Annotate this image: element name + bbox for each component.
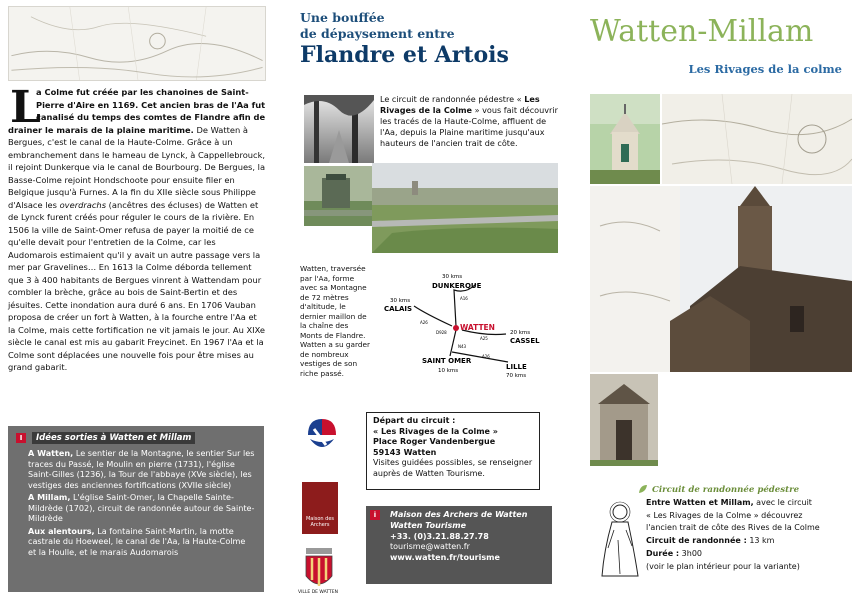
place-dunkerque: DUNKERQUE <box>432 282 482 290</box>
depart-box <box>366 412 540 490</box>
brand-subtitle: Les Rivages de la colme <box>688 62 842 76</box>
road-label-2: A26 <box>420 320 428 325</box>
photo-chapel <box>590 94 660 184</box>
subtitle <box>300 10 455 42</box>
place-cassel: CASSEL <box>510 337 540 345</box>
depart-title: Départ du circuit : <box>373 416 456 425</box>
subtitle-line-2: de dépaysement entre <box>300 26 455 41</box>
contact-website[interactable]: www.watten.fr/tourisme <box>390 553 500 563</box>
dist-lille: 70 kms <box>506 373 527 379</box>
watten-marker <box>453 325 459 331</box>
info-tag-icon: I <box>16 433 26 443</box>
dist-saint-omer: 10 kms <box>438 368 459 374</box>
circuit-note: (voir le plan intérieur pour la variante) <box>646 561 800 571</box>
contact-title-2: Watten Tourisme <box>390 520 467 530</box>
duration-label: Durée : <box>646 548 680 558</box>
old-map-image <box>9 7 265 80</box>
duration-value: 3h00 <box>679 548 703 558</box>
archers-logo: Maison des Archers <box>302 482 338 534</box>
road-label-1: A16 <box>460 296 468 301</box>
dist-calais: 30 kms <box>390 298 411 304</box>
circuit-between: Entre Watten et Millam, <box>646 497 754 507</box>
history-body-2: (ancêtres des écluses) de Watten et de Lynck furent créés pour réguler le cours de la rivière. En 1506 la ville de Saint-Omer refusa de payer la moitié de ce qu'elle devait pour l'entretien de la Colme, car les Audomarois estimaient qu'il y avait un autre passage vers la mer par Gravelines… En 1613 la Colme déborda tellement que 3 à 400 habitants de Bergues vinrent à Wattendam pour combler la brèche, grâce au bois de Saint-Bertin et des jésuites. Cette inondation aura duré 6 ans. En 1706 Vauban proposa de créer un fort à Watten, à la fourche entre l'Aa et la Colme, mais cette fortification ne vit jamais le jour. Au XIXe siècle le canal est mis au gabarit Freycinet. En 1967 l'Aa et la Colme sont déplacées une nouvelle fois pour être mises au grand gabarit. <box>8 199 266 372</box>
watten-description: Watten, traversée par l'Aa, forme avec sa Montagne de 72 mètres d'altitude, le dernier maillon de la chaîne des Monts de Flandre. Watten a su garder de nombreux vestiges de son riche passé. <box>300 264 371 378</box>
ville-watten-crest <box>302 546 336 594</box>
ideas-millam: A Millam, L'église Saint-Omer, la Chapelle Sainte-Mildrède (1702), circuit de randonnée autour de Sainte-Mildrède <box>28 492 255 523</box>
depart-note: Visites guidées possibles, se renseigner auprès de Watten Tourisme. <box>373 458 533 478</box>
place-lille: LILLE <box>506 363 527 371</box>
contact-box <box>366 506 552 584</box>
length-label: Circuit de randonnée : <box>646 536 747 546</box>
road-label-5: N43 <box>458 344 467 349</box>
ideas-title: Idées sorties à Watten et Millam <box>32 432 195 444</box>
ideas-box <box>8 426 264 592</box>
contact-email[interactable]: tourisme@watten.fr <box>390 542 470 552</box>
subtitle-line-1: Une bouffée <box>300 10 385 25</box>
history-panel <box>0 0 280 599</box>
road-label-3: D928 <box>436 330 447 335</box>
circuit-intro: Le circuit de randonnée pédestre « Les Rivages de la Colme » vous fait découvrir les tracés de la Haute-Colme, affluent de l'Aa, depuis la Plaine maritime jusqu'aux hauteurs de l'ancien trait de côte. <box>380 94 558 148</box>
photo-tree-lane <box>304 95 374 163</box>
circuit-between-rest: avec le circuit <box>753 497 812 507</box>
circuit-desc: l'ancien trait de côte des Rives de la Colme <box>646 523 820 533</box>
photo-old-map <box>662 94 852 184</box>
history-body: De Watten à Bergues, c'est le canal de la Haute-Colme. Grâce à un embranchement dans le hameau de Lynck, à Cappellebrouck, il rejoint Dunkerque via le canal de Bourbourg. De Bergues, la Basse-Colme rejoint Hondschoote pour ensuite filer en Belgique jusqu'à Furnes. A la fin du XIIe siècle sous Philippe d'Alsace les <box>8 124 266 210</box>
road-label-4: A25 <box>480 336 488 341</box>
length-value: 13 km <box>746 536 775 546</box>
history-lead: a Colme fut créée par les chanoines de Saint-Pierre d'Aire en 1169. Cet ancien bras de l'Aa fut canalisé du temps des comtes de Flandre afin de drainer le marais de la plaine maritime. <box>8 87 266 135</box>
circuit-name: « Les Rivages de la Colme » découvrez <box>646 510 803 520</box>
road-label-6: A26 <box>482 354 490 359</box>
saint-illustration <box>594 500 644 580</box>
ville-caption: VILLE DE WATTEN <box>298 590 338 595</box>
old-map-illustration <box>8 6 266 81</box>
contact-phone[interactable]: +33. (0)3.21.88.27.78 <box>390 531 489 541</box>
photo-canal-bridge <box>372 163 558 253</box>
depart-circuit-name: « Les Rivages de la Colme » <box>373 426 498 436</box>
contact-title-1: Maison des Archers de Watten <box>390 510 528 519</box>
brand-title: Watten-Millam <box>590 14 814 49</box>
location-map <box>376 264 558 388</box>
overdrachs-term: overdrachs <box>59 199 107 210</box>
middle-panel <box>284 0 574 599</box>
ideas-watten: A Watten, Le sentier de la Montagne, le sentier Sur les traces du Passé, le Moulin en pierre (1731), l'église Saint-Gilles (1236), la Tour de l'abbaye (XVe siècle), les vestiges des anciennes fortifications (XVIIe siècle) <box>28 448 255 490</box>
main-title: Flandre et Artois <box>300 42 509 68</box>
contact-tag-icon: i <box>370 510 380 520</box>
photo-chapel-door <box>590 374 658 466</box>
circuit-title: Circuit de randonnée pédestre <box>652 485 800 495</box>
place-calais: CALAIS <box>384 305 413 313</box>
photo-church-millam <box>590 186 852 372</box>
colme-history-text <box>8 82 266 374</box>
road-dunkerque <box>454 284 476 326</box>
circuit-info <box>646 484 852 574</box>
dist-cassel: 20 kms <box>510 330 531 336</box>
drop-cap: L <box>10 82 41 133</box>
place-saint-omer: SAINT OMER <box>422 357 472 365</box>
depart-street: Place Roger Vandenbergue <box>373 437 496 446</box>
region-logo <box>304 415 340 453</box>
ideas-alentours: Aux alentours, La fontaine Saint-Martin, la motte castrale du Hoeweel, le canal de l'Aa, la Haute-Colme et la Houlle, et le marais Audomarois <box>28 525 246 557</box>
cover-panel <box>578 0 852 599</box>
dist-dunkerque: 30 kms <box>442 274 463 280</box>
map-center-label: WATTEN <box>460 323 495 332</box>
photo-lock-gate <box>304 166 374 226</box>
depart-city: 59143 Watten <box>373 447 437 457</box>
